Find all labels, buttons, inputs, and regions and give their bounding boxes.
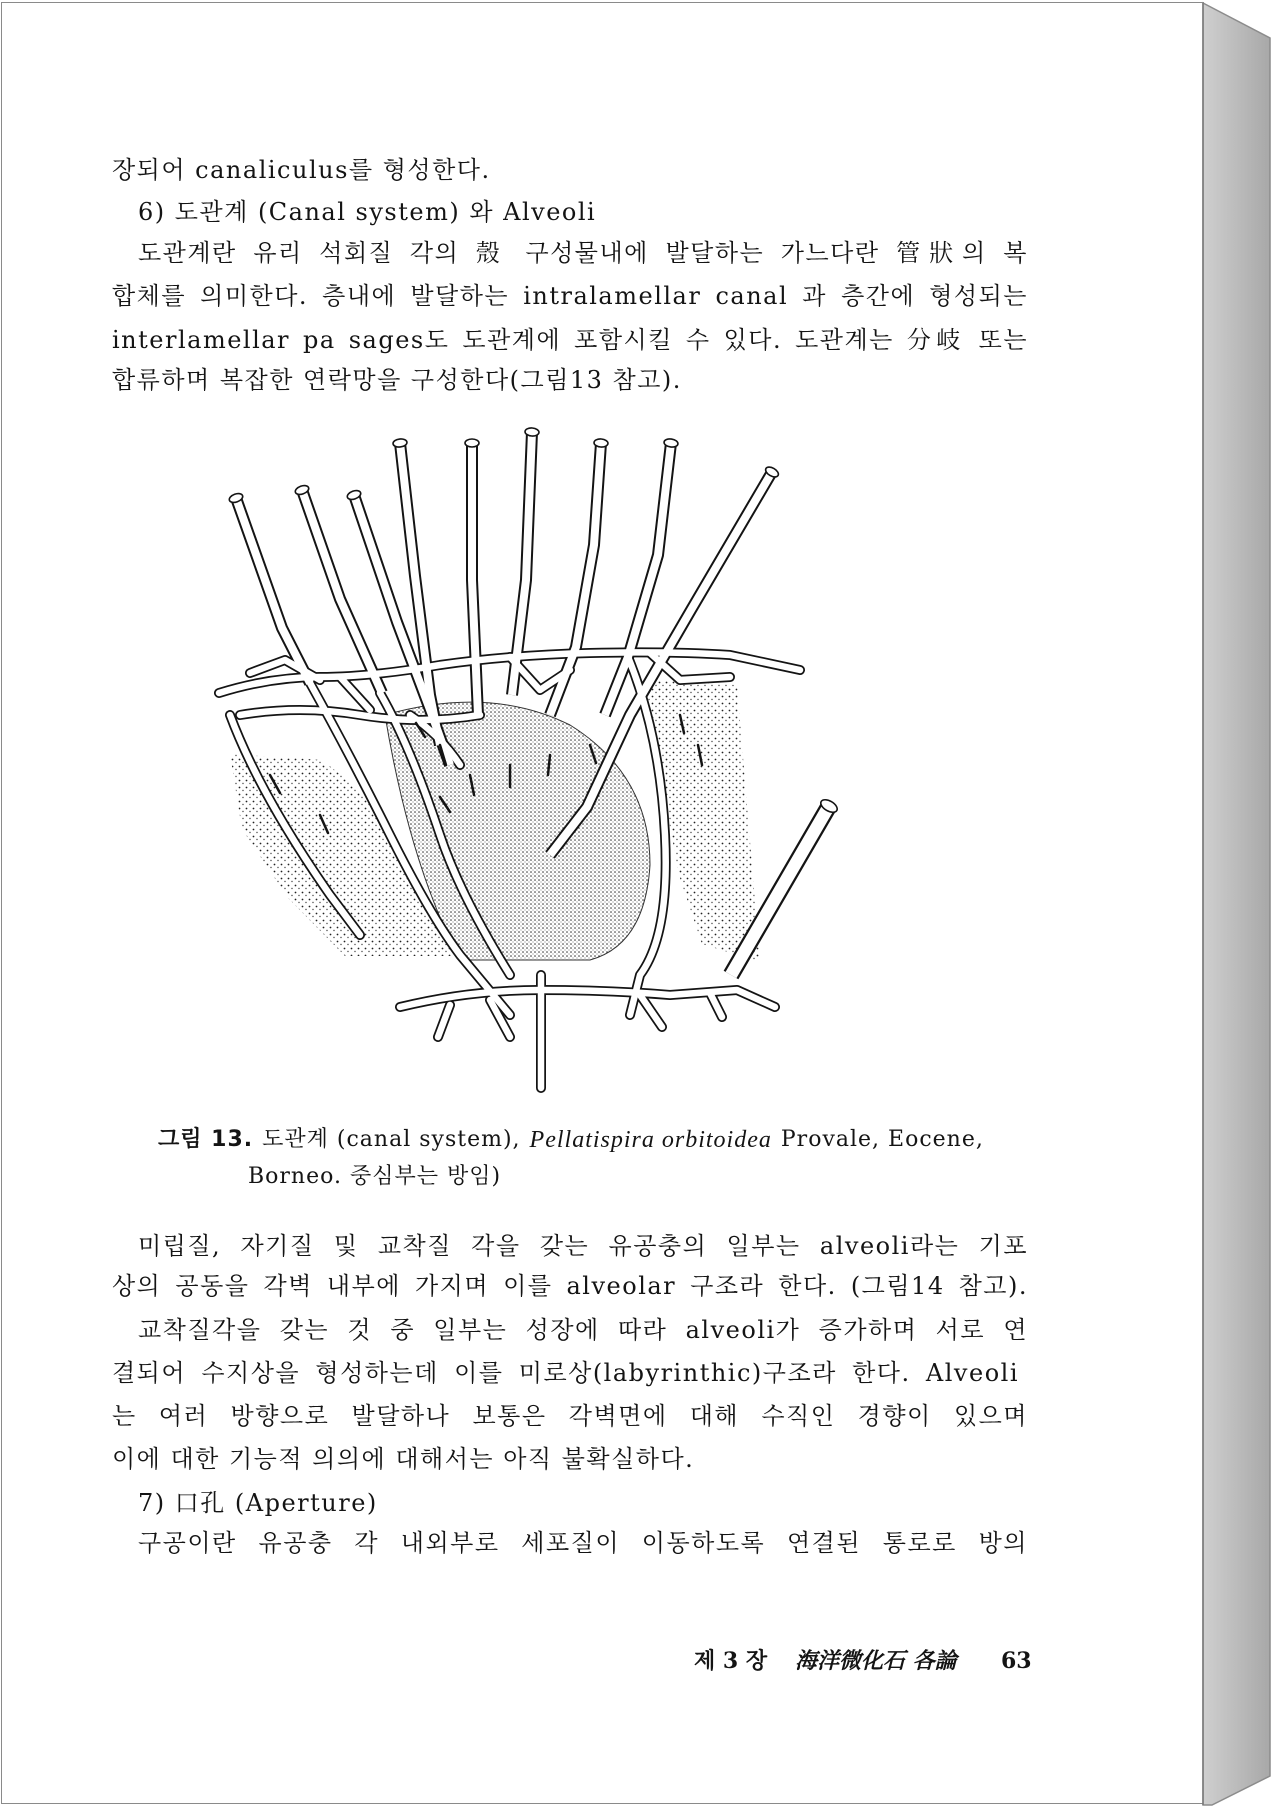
figure-13-illustration	[210, 415, 840, 1105]
alveoli-line-2: 상의 공동을 각벽 내부에 가지며 이를 alveolar 구조라 한다. (그림14 참고).	[112, 1272, 1028, 1300]
footer-page-number: 63	[1001, 1648, 1032, 1674]
alveoli-line-3: 교착질각을 갖는 것 중 일부는 성장에 따라 alveoli가 증가하며 서로 연	[138, 1316, 1028, 1344]
section-6-line-2: 합체를 의미한다. 층내에 발달하는 intralamellar canal 과 층간에 형성되는	[112, 282, 1028, 310]
alveoli-line-4: 결되어 수지상을 형성하는데 이를 미로상(labyrinthic)구조라 한다. Alveoli	[112, 1359, 1019, 1387]
figure-13-caption-line-2: Borneo. 중심부는 방임)	[248, 1164, 502, 1189]
section-6-line-1: 도관계란 유리 석회질 각의 殼 구성물내에 발달하는 가느다란 管狀의 복	[138, 239, 1028, 267]
caption-text-2: Provale, Eocene,	[780, 1127, 984, 1152]
section-7-line-1: 구공이란 유공충 각 내외부로 세포질이 이동하도록 연결된 통로로 방의	[138, 1529, 1028, 1557]
figure-13-caption	[158, 1126, 984, 1154]
section-6-line-3: interlamellar pa sages도 도관계에 포함시킬 수 있다. 도관계는 分岐 또는	[112, 326, 1028, 354]
section-6-line-4: 합류하며 복잡한 연락망을 구성한다(그림13 참고).	[112, 366, 682, 394]
caption-label: 그림 13.	[158, 1127, 254, 1152]
section-7-heading: 7) 口孔 (Aperture)	[138, 1489, 378, 1517]
footer-chapter: 제 3 장	[694, 1648, 768, 1674]
caption-species: Pellatispira orbitoidea	[529, 1127, 772, 1153]
alveoli-line-6: 이에 대한 기능적 의의에 대해서는 아직 불확실하다.	[112, 1445, 695, 1473]
caption-text: 도관계 (canal system),	[262, 1127, 521, 1152]
continuation-line: 장되어 canaliculus를 형성한다.	[112, 156, 491, 184]
section-6-heading: 6) 도관계 (Canal system) 와 Alveoli	[138, 198, 597, 226]
footer-title: 海洋微化石 各論	[795, 1648, 957, 1674]
alveoli-line-5: 는 여러 방향으로 발달하나 보통은 각벽면에 대해 수직인 경향이 있으며	[112, 1402, 1028, 1430]
alveoli-line-1: 미립질, 자기질 및 교착질 각을 갖는 유공충의 일부는 alveoli라는 기포	[138, 1232, 1028, 1260]
